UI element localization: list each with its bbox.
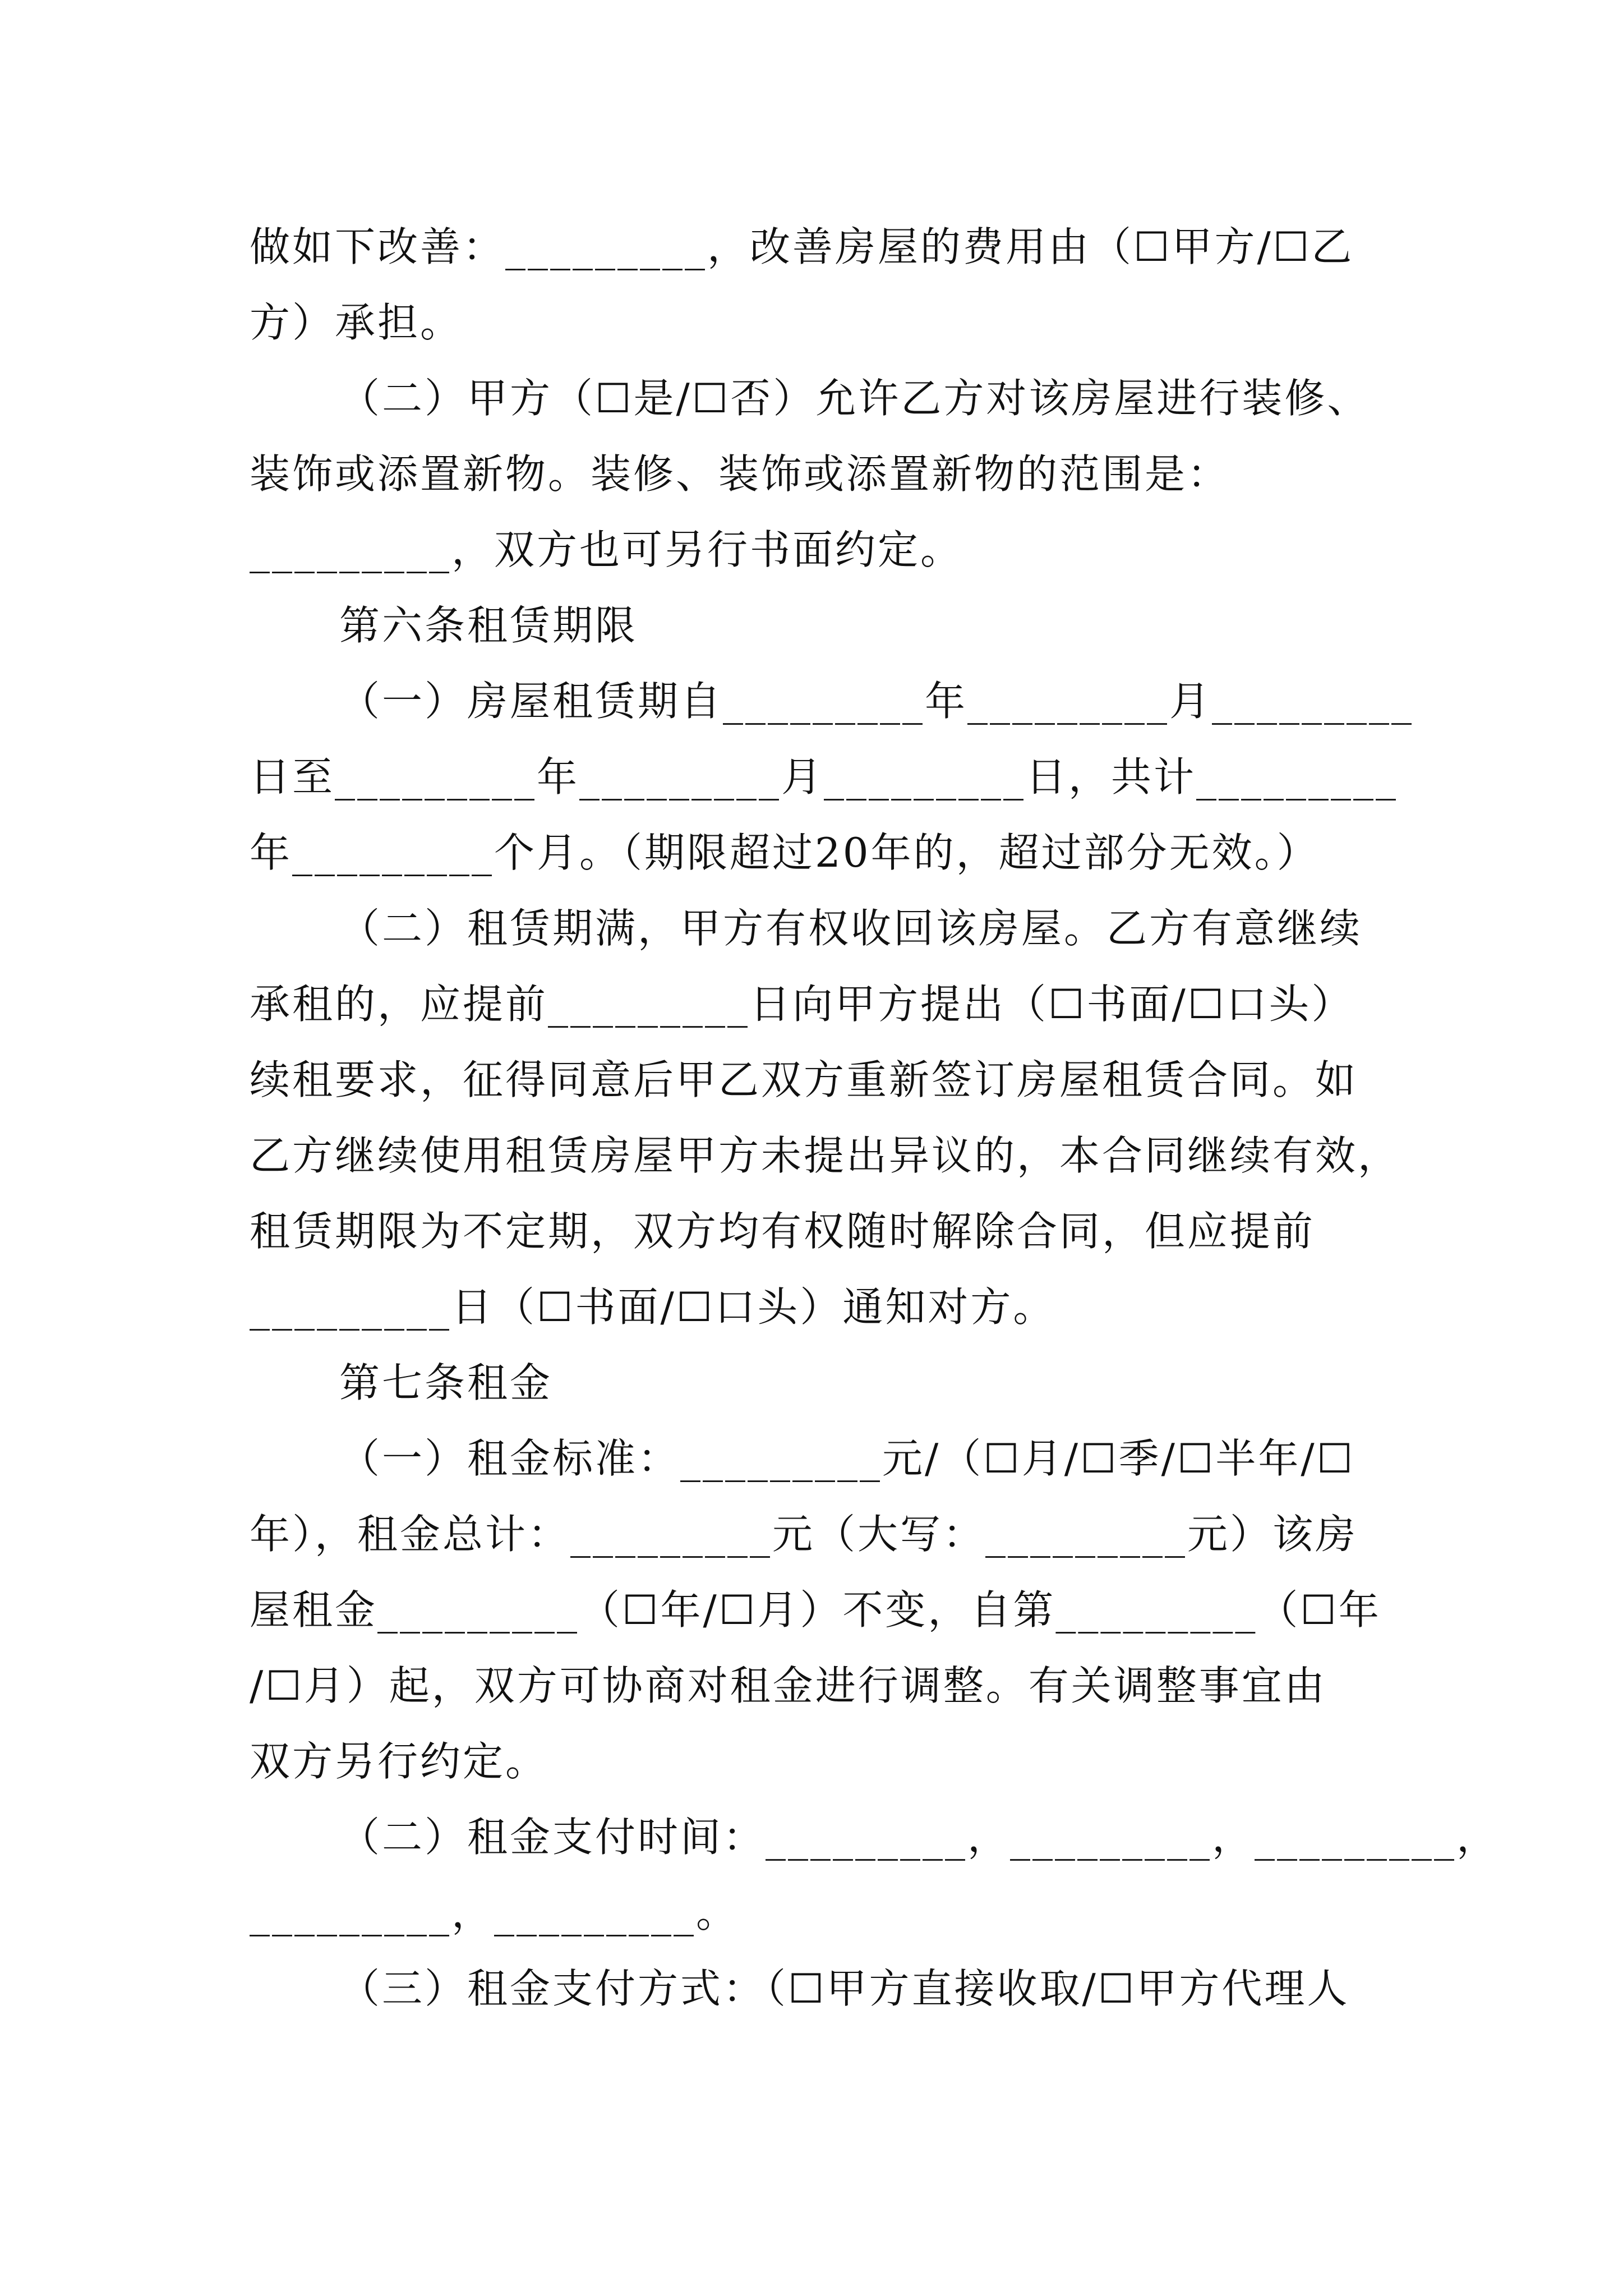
text-line-continued-use: 乙方继续使用租赁房屋甲方未提出异议的，本合同继续有效， bbox=[250, 1132, 1401, 1179]
text-line-payment-time-continued: _________，_________。 bbox=[250, 1889, 739, 1936]
text-line-decoration-permission: （二）甲方（☐是/☐否）允许乙方对该房屋进行装修、 bbox=[339, 375, 1370, 422]
text-line-lease-expiry: （二）租赁期满，甲方有权收回该房屋。乙方有意继续 bbox=[339, 905, 1363, 952]
text-line-payment-time: （二）租金支付时间：_________，_________，_________， bbox=[339, 1814, 1500, 1861]
text-line-lease-duration: 年_________个月。（期限超过20年的，超过部分无效。） bbox=[250, 829, 1320, 876]
text-line-rent-standard: （一）租金标准：_________元/（☐月/☐季/☐半年/☐ bbox=[339, 1435, 1355, 1482]
text-line-rent-total: 年），租金总计：_________元（大写：_________元）该房 bbox=[250, 1511, 1358, 1558]
text-line-indefinite-term: 租赁期限为不定期，双方均有权随时解除合同，但应提前 bbox=[250, 1208, 1316, 1255]
text-line-written-agreement: _________，双方也可另行书面约定。 bbox=[250, 526, 963, 573]
text-line-decoration-scope: 装饰或添置新物。装修、装饰或添置新物的范围是： bbox=[250, 450, 1230, 498]
text-line-lease-end: 日至_________年_________月_________日，共计_________ bbox=[250, 753, 1399, 800]
text-line-renewal-notice: 承租的，应提前_________日向甲方提出（☐书面/☐口头） bbox=[250, 981, 1354, 1028]
section-title-lease-term: 第六条租赁期限 bbox=[339, 602, 638, 649]
text-line-rent-adjustment: /☐月）起，双方可协商对租金进行调整。有关调整事宜由 bbox=[250, 1662, 1327, 1709]
text-line-improvement: 做如下改善：_________，改善房屋的费用由（☐甲方/☐乙 bbox=[250, 223, 1354, 270]
text-line-termination-notice: _________日（☐书面/☐口头）通知对方。 bbox=[250, 1283, 1056, 1331]
text-line-lease-start: （一）房屋租赁期自_________年_________月_________ bbox=[339, 678, 1414, 725]
text-line-payment-method: （三）租金支付方式：（☐甲方直接收取/☐甲方代理人 bbox=[339, 1965, 1350, 2012]
text-line-renewal-contract: 续租要求，征得同意后甲乙双方重新签订房屋租赁合同。如 bbox=[250, 1056, 1358, 1103]
section-title-rent: 第七条租金 bbox=[339, 1359, 553, 1406]
text-line-rent-unchanged: 屋租金_________（☐年/☐月）不变，自第_________（☐年 bbox=[250, 1586, 1381, 1634]
text-line-cost-bearer: 方）承担。 bbox=[250, 299, 463, 346]
text-line-separate-agreement: 双方另行约定。 bbox=[250, 1738, 548, 1785]
